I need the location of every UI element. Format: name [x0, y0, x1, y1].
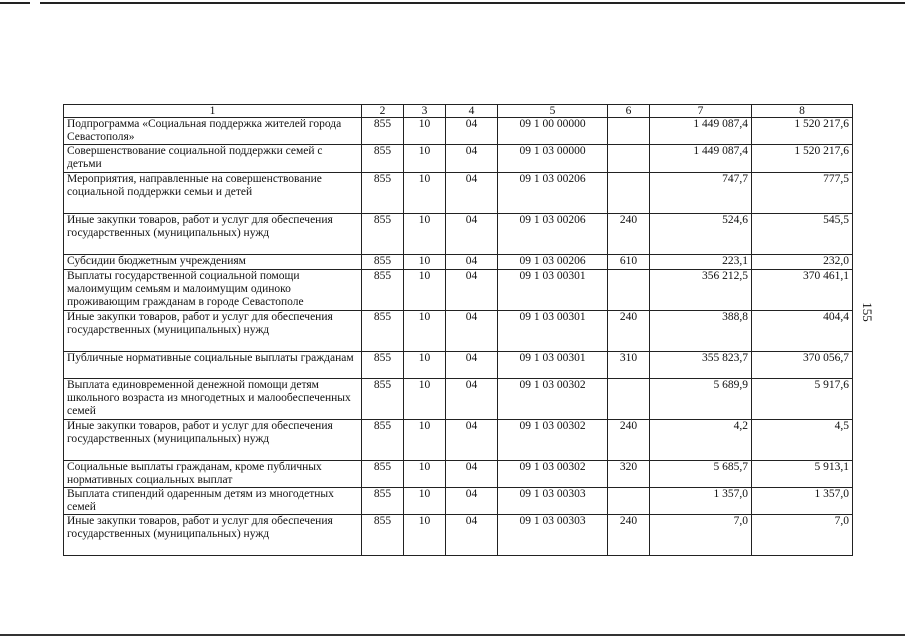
- row-section-cell: 10: [404, 311, 446, 352]
- header-cell: 4: [446, 105, 498, 118]
- table-row: [64, 311, 853, 352]
- row-subsection-cell: 04: [446, 352, 498, 379]
- row-expense-type-cell: [608, 488, 650, 515]
- row-amount-2024-cell: 1 449 087,4: [650, 118, 752, 145]
- table-row: [64, 461, 853, 488]
- row-subsection-cell: 04: [446, 461, 498, 488]
- row-amount-2024-cell: 747,7: [650, 173, 752, 214]
- page-number: 155: [859, 302, 875, 322]
- row-target-article-cell: 09 1 03 00302: [498, 379, 608, 420]
- row-name-cell: Выплаты государственной социальной помощи малоимущим семьям и малоимущим одиноко проживающим гражданам в городе Севастополе: [64, 270, 362, 311]
- table-row: [64, 420, 853, 461]
- row-section-cell: 10: [404, 379, 446, 420]
- table-row: [64, 515, 853, 556]
- row-target-article-cell: 09 1 03 00301: [498, 270, 608, 311]
- row-section-cell: 10: [404, 270, 446, 311]
- row-target-article-cell: 09 1 03 00302: [498, 461, 608, 488]
- row-amount-2024-cell: 524,6: [650, 214, 752, 255]
- row-target-article-cell: 09 1 03 00301: [498, 352, 608, 379]
- header-row: [64, 105, 853, 118]
- row-code-cell: 855: [362, 118, 404, 145]
- row-subsection-cell: 04: [446, 173, 498, 214]
- row-subsection-cell: 04: [446, 214, 498, 255]
- header-cell: 3: [404, 105, 446, 118]
- row-amount-2025-cell: 5 917,6: [752, 379, 853, 420]
- row-section-cell: 10: [404, 420, 446, 461]
- row-code-cell: 855: [362, 352, 404, 379]
- budget-table: [63, 104, 853, 556]
- row-expense-type-cell: [608, 145, 650, 173]
- row-amount-2024-cell: 355 823,7: [650, 352, 752, 379]
- row-amount-2025-cell: 777,5: [752, 173, 853, 214]
- row-name-cell: Выплата единовременной денежной помощи детям школьного возраста из многодетных и малообеспеченных семей: [64, 379, 362, 420]
- row-expense-type-cell: 240: [608, 420, 650, 461]
- row-expense-type-cell: 240: [608, 515, 650, 556]
- row-expense-type-cell: 310: [608, 352, 650, 379]
- row-subsection-cell: 04: [446, 311, 498, 352]
- row-amount-2025-cell: 545,5: [752, 214, 853, 255]
- header-cell: 6: [608, 105, 650, 118]
- row-name-cell: Публичные нормативные социальные выплаты гражданам: [64, 352, 362, 379]
- row-amount-2025-cell: 1 357,0: [752, 488, 853, 515]
- table-row: [64, 352, 853, 379]
- header-cell: 8: [752, 105, 853, 118]
- row-code-cell: 855: [362, 255, 404, 270]
- row-expense-type-cell: [608, 270, 650, 311]
- row-section-cell: 10: [404, 255, 446, 270]
- row-subsection-cell: 04: [446, 379, 498, 420]
- row-name-cell: Совершенствование социальной поддержки семей с детьми: [64, 145, 362, 173]
- row-amount-2024-cell: 5 685,7: [650, 461, 752, 488]
- row-name-cell: Социальные выплаты гражданам, кроме публичных нормативных социальных выплат: [64, 461, 362, 488]
- table-row: [64, 379, 853, 420]
- row-target-article-cell: 09 1 03 00000: [498, 145, 608, 173]
- scan-edge-top: [0, 0, 905, 5]
- row-code-cell: 855: [362, 515, 404, 556]
- scan-edge-bottom: [0, 632, 905, 638]
- row-section-cell: 10: [404, 488, 446, 515]
- row-target-article-cell: 09 1 03 00206: [498, 255, 608, 270]
- row-code-cell: 855: [362, 270, 404, 311]
- row-name-cell: Иные закупки товаров, работ и услуг для обеспечения государственных (муниципальных) нужд: [64, 311, 362, 352]
- table-row: [64, 173, 853, 214]
- row-target-article-cell: 09 1 03 00206: [498, 173, 608, 214]
- row-name-cell: Субсидии бюджетным учреждениям: [64, 255, 362, 270]
- row-amount-2024-cell: 388,8: [650, 311, 752, 352]
- header-cell: 5: [498, 105, 608, 118]
- table-row: [64, 270, 853, 311]
- table-row: [64, 118, 853, 145]
- row-amount-2025-cell: 370 056,7: [752, 352, 853, 379]
- row-name-cell: Иные закупки товаров, работ и услуг для обеспечения государственных (муниципальных) нужд: [64, 420, 362, 461]
- header-cell: 7: [650, 105, 752, 118]
- row-expense-type-cell: [608, 173, 650, 214]
- row-amount-2024-cell: 223,1: [650, 255, 752, 270]
- row-code-cell: 855: [362, 214, 404, 255]
- row-code-cell: 855: [362, 311, 404, 352]
- row-amount-2025-cell: 1 520 217,6: [752, 118, 853, 145]
- row-expense-type-cell: [608, 379, 650, 420]
- table-row: [64, 145, 853, 173]
- row-target-article-cell: 09 1 00 00000: [498, 118, 608, 145]
- table-row: [64, 488, 853, 515]
- row-code-cell: 855: [362, 173, 404, 214]
- row-amount-2025-cell: 404,4: [752, 311, 853, 352]
- row-name-cell: Мероприятия, направленные на совершенствование социальной поддержки семьи и детей: [64, 173, 362, 214]
- row-expense-type-cell: 240: [608, 311, 650, 352]
- row-subsection-cell: 04: [446, 118, 498, 145]
- row-subsection-cell: 04: [446, 420, 498, 461]
- row-amount-2025-cell: 370 461,1: [752, 270, 853, 311]
- row-subsection-cell: 04: [446, 255, 498, 270]
- row-code-cell: 855: [362, 488, 404, 515]
- row-expense-type-cell: [608, 118, 650, 145]
- row-amount-2024-cell: 356 212,5: [650, 270, 752, 311]
- row-section-cell: 10: [404, 118, 446, 145]
- row-code-cell: 855: [362, 145, 404, 173]
- table-row: [64, 214, 853, 255]
- row-name-cell: Подпрограмма «Социальная поддержка жителей города Севастополя»: [64, 118, 362, 145]
- row-section-cell: 10: [404, 461, 446, 488]
- row-code-cell: 855: [362, 420, 404, 461]
- row-name-cell: Иные закупки товаров, работ и услуг для обеспечения государственных (муниципальных) нужд: [64, 214, 362, 255]
- row-section-cell: 10: [404, 145, 446, 173]
- header-cell: 2: [362, 105, 404, 118]
- row-section-cell: 10: [404, 515, 446, 556]
- row-subsection-cell: 04: [446, 515, 498, 556]
- row-target-article-cell: 09 1 03 00303: [498, 515, 608, 556]
- header-cell: 1: [64, 105, 362, 118]
- row-subsection-cell: 04: [446, 270, 498, 311]
- row-section-cell: 10: [404, 214, 446, 255]
- row-section-cell: 10: [404, 173, 446, 214]
- row-amount-2025-cell: 7,0: [752, 515, 853, 556]
- row-amount-2024-cell: 5 689,9: [650, 379, 752, 420]
- row-target-article-cell: 09 1 03 00302: [498, 420, 608, 461]
- row-amount-2025-cell: 232,0: [752, 255, 853, 270]
- row-amount-2024-cell: 4,2: [650, 420, 752, 461]
- row-amount-2024-cell: 1 357,0: [650, 488, 752, 515]
- row-amount-2024-cell: 1 449 087,4: [650, 145, 752, 173]
- row-target-article-cell: 09 1 03 00206: [498, 214, 608, 255]
- row-expense-type-cell: 610: [608, 255, 650, 270]
- row-target-article-cell: 09 1 03 00301: [498, 311, 608, 352]
- row-name-cell: Иные закупки товаров, работ и услуг для обеспечения государственных (муниципальных) нужд: [64, 515, 362, 556]
- row-subsection-cell: 04: [446, 488, 498, 515]
- row-expense-type-cell: 320: [608, 461, 650, 488]
- row-name-cell: Выплата стипендий одаренным детям из многодетных семей: [64, 488, 362, 515]
- row-amount-2025-cell: 1 520 217,6: [752, 145, 853, 173]
- row-amount-2025-cell: 4,5: [752, 420, 853, 461]
- row-amount-2025-cell: 5 913,1: [752, 461, 853, 488]
- table-row: [64, 255, 853, 270]
- row-code-cell: 855: [362, 379, 404, 420]
- row-amount-2024-cell: 7,0: [650, 515, 752, 556]
- row-section-cell: 10: [404, 352, 446, 379]
- row-target-article-cell: 09 1 03 00303: [498, 488, 608, 515]
- row-expense-type-cell: 240: [608, 214, 650, 255]
- row-subsection-cell: 04: [446, 145, 498, 173]
- row-code-cell: 855: [362, 461, 404, 488]
